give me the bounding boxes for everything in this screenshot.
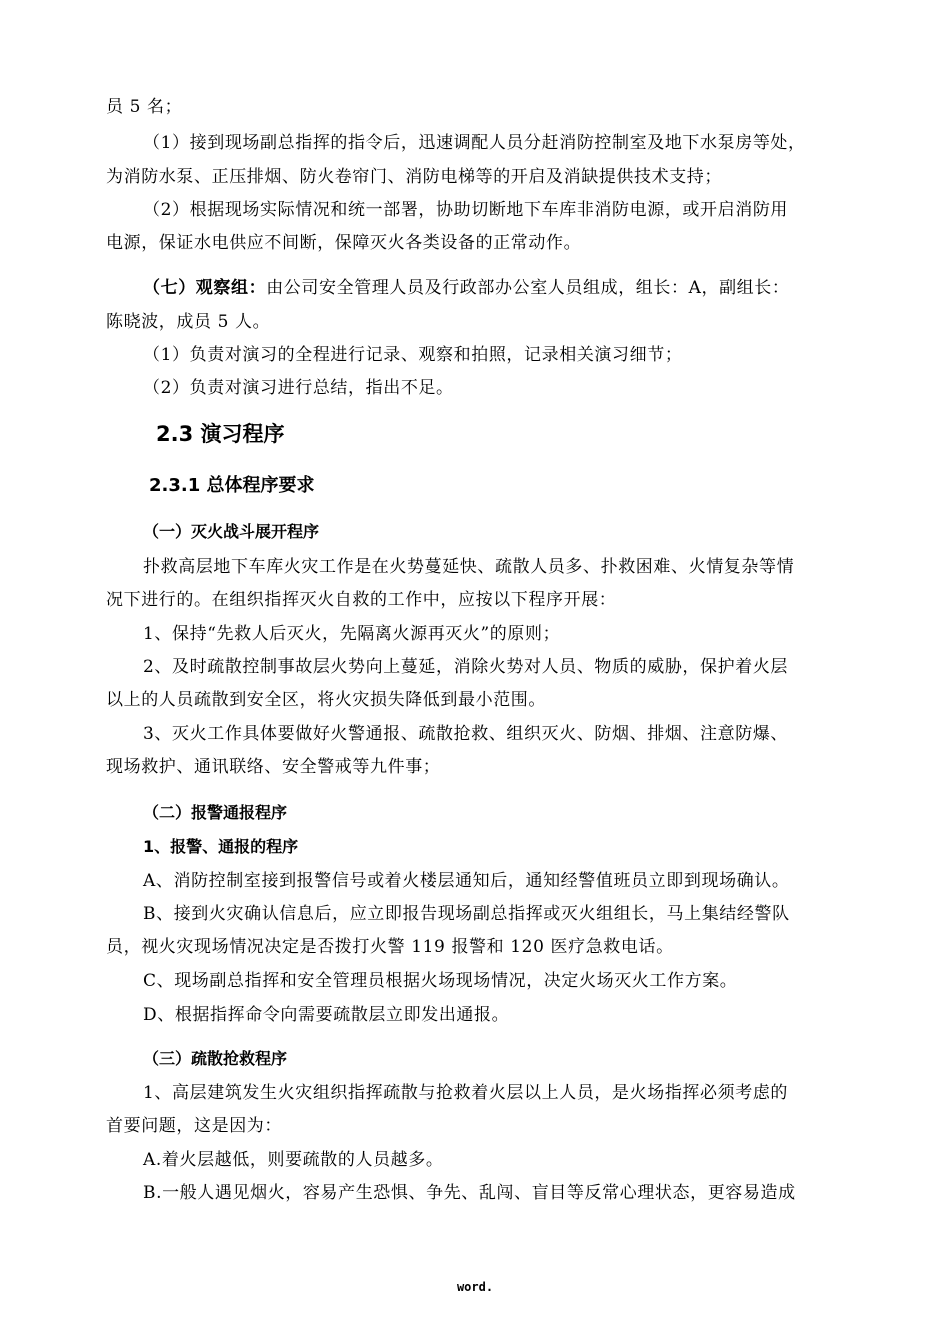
text-line: 员，视火灾现场情况决定是否拨打火警 119 报警和 120 医疗急救电话。: [106, 937, 674, 957]
section-heading: 2.3 演习程序: [156, 422, 285, 446]
procedure-heading: （二）报警通报程序: [143, 803, 288, 822]
text-line: 员 5 名；: [106, 97, 183, 117]
page-footer: word.: [456, 1280, 494, 1294]
subsection-heading: 2.3.1 总体程序要求: [149, 475, 315, 496]
observation-group-label: （七）观察组：: [143, 278, 267, 298]
text-line: （2）根据现场实际情况和统一部署，协助切断地下车库非消防电源，或开启消防用: [143, 200, 789, 220]
text-line: 3、灭火工作具体要做好火警通报、疏散抢救、组织灭火、防烟、排烟、注意防爆、: [143, 724, 789, 744]
observation-group-paragraph: [143, 276, 893, 300]
text-line: 1、高层建筑发生火灾组织指挥疏散与抢救着火层以上人员，是火场指挥必须考虑的: [143, 1083, 789, 1103]
text-line: 陈晓波，成员 5 人。: [106, 312, 271, 332]
text-line: 扑救高层地下车库火灾工作是在火势蔓延快、疏散人员多、扑救困难、火情复杂等情: [143, 557, 795, 577]
text-line: A、消防控制室接到报警信号或着火楼层通知后，通知经警值班员立即到现场确认。: [143, 871, 790, 891]
text-line: 电源，保证水电供应不间断，保障灭火各类设备的正常动作。: [106, 233, 582, 253]
text-line: 1、保持“先救人后灭火，先隔离火源再灭火”的原则；: [143, 624, 561, 644]
procedure-heading: （一）灭火战斗展开程序: [143, 522, 320, 541]
text-line: 2、及时疏散控制事故层火势向上蔓延，消除火势对人员、物质的威胁，保护着火层: [143, 657, 789, 677]
text-line: C、现场副总指挥和安全管理员根据火场现场情况，决定火场灭火工作方案。: [143, 971, 738, 991]
text-line: 以上的人员疏散到安全区，将火灾损失降低到最小范围。: [106, 690, 546, 710]
text-line: 况下进行的。在组织指挥灭火自救的工作中，应按以下程序开展：: [106, 590, 617, 610]
text-line: 首要问题，这是因为：: [106, 1116, 282, 1136]
text-line: （2）负责对演习进行总结，指出不足。: [143, 378, 454, 398]
text-line: 现场救护、通讯联络、安全警戒等九件事；: [106, 757, 441, 777]
text-line: B、接到火灾确认信息后，应立即报告现场副总指挥或灭火组组长，马上集结经警队: [143, 904, 790, 924]
text-line: A.着火层越低，则要疏散的人员越多。: [143, 1150, 444, 1170]
text-line: B.一般人遇见烟火，容易产生恐惧、争先、乱闯、盲目等反常心理状态，更容易造成: [143, 1183, 796, 1203]
text-line: D、根据指挥命令向需要疏散层立即发出通报。: [143, 1005, 510, 1025]
text-line: （1）接到现场副总指挥的指令后，迅速调配人员分赶消防控制室及地下水泵房等处，: [143, 133, 806, 153]
observation-group-text: 由公司安全管理人员及行政部办公室人员组成，组长：A，副组长：: [266, 278, 790, 298]
text-line: （1）负责对演习的全程进行记录、观察和拍照，记录相关演习细节；: [143, 345, 683, 365]
procedure-heading: （三）疏散抢救程序: [143, 1049, 288, 1068]
procedure-subheading: 1、报警、通报的程序: [143, 837, 299, 856]
text-line: 为消防水泵、正压排烟、防火卷帘门、消防电梯等的开启及消缺提供技术支持；: [106, 167, 722, 187]
